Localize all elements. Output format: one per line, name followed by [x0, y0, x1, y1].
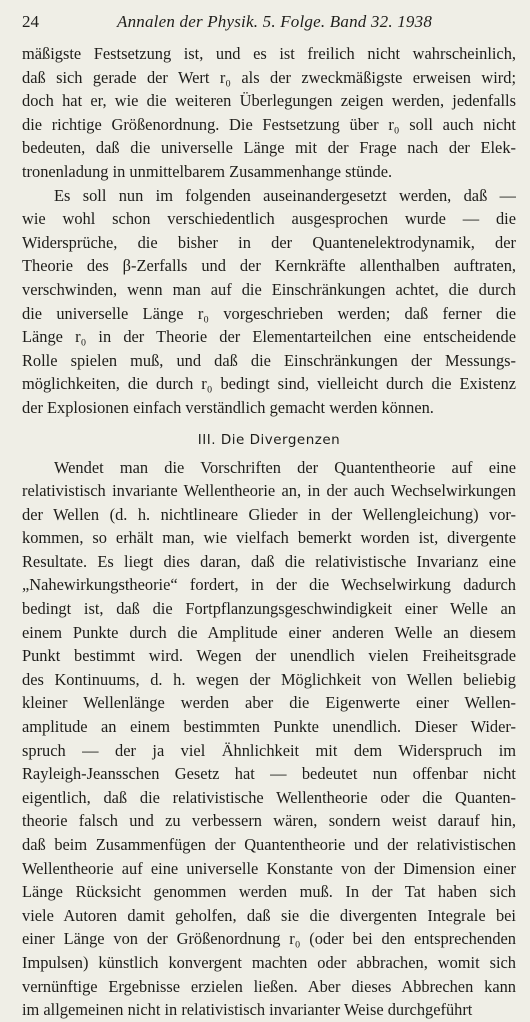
running-title: Annalen der Physik. 5. Folge. Band 32. 1938 — [117, 12, 433, 31]
text-line: kommen, so erhält man, wie vielfach bemerkt worden ist, divergente — [22, 528, 516, 548]
text-line: bedingt ist, daß die Fortpflanzungsgeschwindigkeit einer Welle an — [22, 599, 516, 619]
text-line: einem Punkte durch die Amplitude einer anderen Welle an diesem — [22, 622, 516, 642]
page-number: 24 — [22, 12, 39, 31]
text-line: einer Länge von der Größenordnung r₀ (oder bei den entsprechenden — [22, 929, 516, 949]
text-line: möglichkeiten, die durch r₀ bedingt sind, vielleicht durch die Existenz — [22, 374, 516, 394]
text-line: der Explosionen einfach verständlich gemacht werden können. — [22, 397, 434, 417]
paragraph-2 — [22, 184, 516, 420]
text-line: daß beim Zusammenfügen der Quantentheorie und der relativistischen — [22, 835, 516, 854]
text-line: Wellentheorie auf eine universelle Konstante von der Dimension einer — [22, 858, 516, 878]
text-line: Es soll nun im folgenden auseinandergesetzt werden, daß — — [54, 185, 516, 205]
text-line: kleiner Wellenlänge werden aber die Eigenwerte einer Wellen- — [22, 693, 516, 713]
text-line: relativistisch invariante Wellentheorie an, in der auch Wechselwirkungen — [22, 481, 516, 501]
text-line: doch hat er, wie die weiteren Überlegungen zeigen werden, jedenfalls — [22, 91, 516, 111]
text-line: Länge r₀ in der Theorie der Elementarteilchen eine entscheidende — [22, 327, 516, 347]
page-header — [22, 12, 508, 34]
text-line: vernünftige Ergebnisse erzielen ließen. Aber dieses Abbrechen kann — [22, 976, 516, 996]
text-line: viele Autoren damit geholfen, daß sie die divergenten Integrale bei — [22, 905, 516, 925]
text-line: die universelle Länge r₀ vorgeschrieben werden; daß ferner die — [22, 303, 516, 323]
text-line: Resultate. Es liegt dies daran, daß die relativistische Invarianz eine — [22, 551, 516, 571]
text-line: Punkt bestimmt wird. Wegen der unendlich vielen Freiheitsgrade — [22, 646, 516, 666]
text-line: der Wellen (d. h. nichtlineare Glieder in der Wellengleichung) vor- — [22, 504, 516, 524]
text-line: tronenladung in unmittelbarem Zusammenhange stünde. — [22, 161, 393, 181]
text-line: theorie falsch und zu verbessern wären, sondern weist darauf hin, — [22, 811, 516, 831]
section-heading: III. Die Divergenzen — [197, 431, 341, 448]
text-line: Widersprüche, die bisher in der Quantenelektrodynamik, der — [22, 232, 516, 252]
text-line: wie wohl schon verschiedentlich ausgesprochen wurde — die — [22, 209, 516, 229]
text-line: eigentlich, daß die relativistische Wellentheorie oder die Quanten- — [22, 787, 516, 807]
text-line: die richtige Größenordnung. Die Festsetzung über r₀ soll auch nicht — [22, 114, 516, 134]
text-line: Rolle spielen muß, und daß die Einschränkungen der Messungs- — [22, 350, 516, 370]
text-line: Theorie des β-Zerfalls und der Kernkräfte allenthalben auftraten, — [22, 256, 516, 276]
text-line: verschwinden, wenn man auf die Einschränkungen achtet, die durch — [22, 279, 516, 299]
text-line: amplitude an einem bestimmten Punkte unendlich. Dieser Wider- — [22, 717, 516, 737]
paragraph-3 — [22, 456, 516, 1022]
text-line: mäßigste Festsetzung ist, und es ist freilich nicht wahrscheinlich, — [22, 44, 516, 63]
text-line: des Kontinuums, d. h. wegen der Möglichkeit von Wellen beliebig — [22, 669, 516, 689]
text-line: Länge Rücksicht genommen werden muß. In der Tat haben sich — [22, 882, 516, 902]
text-line: spruch — der ja viel Ähnlichkeit mit dem Widerspruch im — [22, 740, 516, 760]
text-line: „Nahewirkungstheorie“ fordert, in der die Wechselwirkung dadurch — [22, 575, 516, 595]
text-line: Rayleigh-Jeansschen Gesetz hat — bedeutet nun offenbar nicht — [22, 764, 516, 784]
text-line: Wendet man die Vorschriften der Quantentheorie auf eine — [54, 457, 516, 477]
paragraph-1 — [22, 42, 516, 184]
text-line: Impulsen) künstlich konvergent machten oder abbrachen, womit sich — [22, 952, 516, 972]
text-line: daß sich gerade der Wert r₀ als der zweckmäßigste erweisen wird; — [22, 67, 516, 87]
text-line: im allgemeinen nicht in relativistisch invarianter Weise durchgeführt — [22, 1000, 473, 1020]
body-text — [22, 42, 516, 1022]
text-line: bedeuten, daß die universelle Länge mit der Frage nach der Elek- — [22, 138, 516, 158]
